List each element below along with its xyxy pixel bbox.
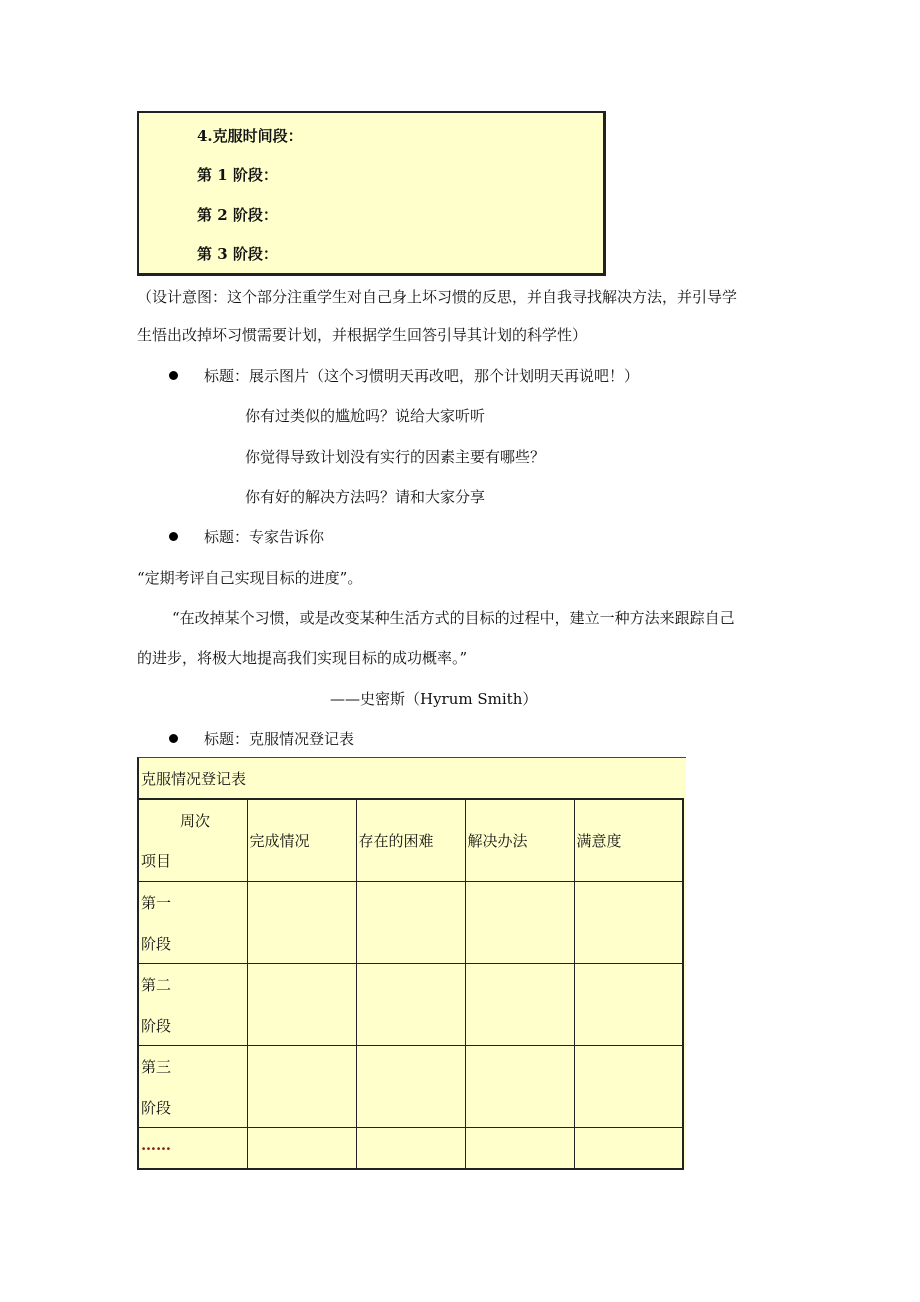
section1-heading: 标题：展示图片（这个习惯明天再改吧，那个计划明天再说吧！） (204, 367, 640, 385)
table-cell[interactable] (356, 1045, 465, 1127)
table-title: 克服情况登记表 (141, 770, 247, 788)
table-cell[interactable] (247, 963, 356, 1045)
quote-title: “定期考评自己实现目标的进度”。 (137, 569, 363, 587)
bullet-icon (169, 532, 178, 541)
table-cell[interactable] (247, 1045, 356, 1127)
corner-top-label: 周次 (180, 812, 211, 830)
corner-bottom-label: 项目 (141, 852, 172, 870)
section3-heading: 标题：克服情况登记表 (204, 730, 355, 748)
stage-3-label: 第 3 阶段： (197, 245, 278, 263)
table-cell[interactable] (247, 881, 356, 963)
column-header: 完成情况 (247, 799, 356, 881)
corner-cell (138, 799, 247, 881)
record-grid (137, 798, 684, 1170)
stage-2-label: 第 2 阶段： (197, 206, 278, 224)
quote-attribution: ——史密斯（Hyrum Smith） (330, 690, 538, 708)
table-cell[interactable] (465, 1045, 574, 1127)
table-cell[interactable] (574, 1045, 683, 1127)
row-label-cell: 第二 阶段 (138, 963, 247, 1045)
table-cell[interactable] (356, 963, 465, 1045)
table-title-row (137, 757, 686, 798)
table-cell[interactable] (574, 1127, 683, 1169)
time-box-title: 4.克服时间段： (197, 127, 303, 145)
question-2: 你觉得导致计划没有实行的因素主要有哪些？ (245, 448, 546, 466)
table-row (138, 1045, 683, 1127)
quote-line-1: “在改掉某个习惯，或是改变某种生活方式的目标的过程中，建立一种方法来跟踪自己 (172, 609, 735, 627)
bullet-icon (169, 371, 178, 380)
table-row (138, 1127, 683, 1169)
bullet-icon (169, 734, 178, 743)
time-period-box (137, 111, 606, 276)
record-table (137, 757, 686, 1168)
table-cell[interactable] (465, 963, 574, 1045)
table-row (138, 963, 683, 1045)
ellipsis-label: …… (141, 1135, 171, 1154)
table-cell[interactable] (356, 881, 465, 963)
question-1: 你有过类似的尴尬吗？说给大家听听 (245, 407, 486, 425)
table-cell[interactable] (574, 963, 683, 1045)
table-cell[interactable] (356, 1127, 465, 1169)
design-note-line-2: 生悟出改掉坏习惯需要计划，并根据学生回答引导其计划的科学性） (137, 326, 588, 344)
row-label-cell: 第三 阶段 (138, 1045, 247, 1127)
column-header: 解决办法 (465, 799, 574, 881)
quote-line-2: 的进步，将极大地提高我们实现目标的成功概率。” (137, 649, 468, 667)
design-note-line-1: （设计意图：这个部分注重学生对自己身上坏习惯的反思，并自我寻找解决方法，并引导学 (137, 288, 738, 306)
question-3: 你有好的解决方法吗？请和大家分享 (245, 488, 486, 506)
table-cell[interactable] (465, 1127, 574, 1169)
section2-heading: 标题：专家告诉你 (204, 528, 325, 546)
table-header-row (138, 799, 683, 881)
stage-1-label: 第 1 阶段： (197, 166, 278, 184)
column-header: 存在的困难 (356, 799, 465, 881)
row-label-cell (138, 1127, 247, 1169)
table-row (138, 881, 683, 963)
column-header: 满意度 (574, 799, 683, 881)
table-cell[interactable] (465, 881, 574, 963)
table-cell[interactable] (574, 881, 683, 963)
row-label-cell: 第一 阶段 (138, 881, 247, 963)
table-cell[interactable] (247, 1127, 356, 1169)
